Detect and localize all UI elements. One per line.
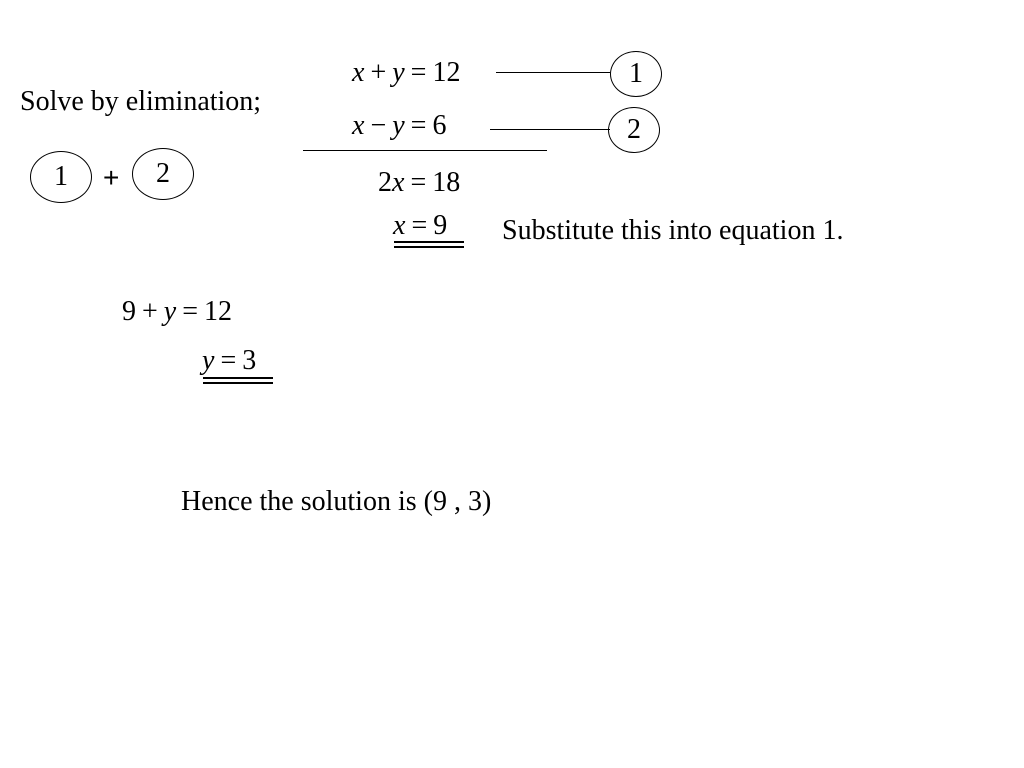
combine-plus: + [103,162,120,193]
x-result-var: x [393,210,406,241]
eq1-tag-circle [610,51,662,97]
eq1-op: + [370,57,387,88]
y-result [202,347,256,375]
eq2-tag-label: 2 [627,114,641,145]
eq1-connector-line [496,72,610,73]
y-result-double-underline [203,377,273,384]
sub-var: y [163,296,177,327]
sum-coef: 2 [378,167,392,198]
sub-op: + [142,296,158,327]
sub-equals: = [182,296,199,327]
prompt-text: Solve by elimination; [20,86,262,117]
x-result-equals: = [411,210,428,241]
conclusion-text: Hence the solution is (9 , 3) [181,486,492,517]
combine-left-label: 1 [54,161,68,192]
eq2-var-y: y [392,110,405,141]
sub-rhs: 12 [204,296,233,327]
eq1-equals: = [410,57,427,88]
sum-rhs: 18 [432,167,461,198]
x-result-val: 9 [433,210,448,241]
sum-equals: = [410,167,427,198]
eq2-op: − [370,110,387,141]
eq1-var-x: x [352,57,365,88]
sum-equation [378,169,460,197]
equation-2 [352,112,446,140]
x-result [393,212,447,240]
eq2-connector-line [490,129,610,130]
equation-1 [352,59,460,87]
substitution-equation [122,298,232,326]
combine-left-circle [30,151,92,203]
substitute-note: Substitute this into equation 1. [502,215,844,246]
combine-right-label: 2 [156,158,170,189]
combine-right-circle [132,148,194,200]
sub-a: 9 [122,296,136,327]
eq2-tag-circle [608,107,660,153]
x-result-double-underline [394,241,464,248]
y-result-var: y [202,345,215,376]
eq1-var-y: y [392,57,405,88]
eq2-equals: = [410,110,427,141]
eq2-var-x: x [352,110,365,141]
y-result-equals: = [220,345,237,376]
y-result-val: 3 [242,345,257,376]
eq1-rhs: 12 [432,57,461,88]
eq2-rhs: 6 [432,110,447,141]
sum-divider-line [303,150,547,151]
eq1-tag-label: 1 [629,58,643,89]
sum-var: x [392,167,405,198]
